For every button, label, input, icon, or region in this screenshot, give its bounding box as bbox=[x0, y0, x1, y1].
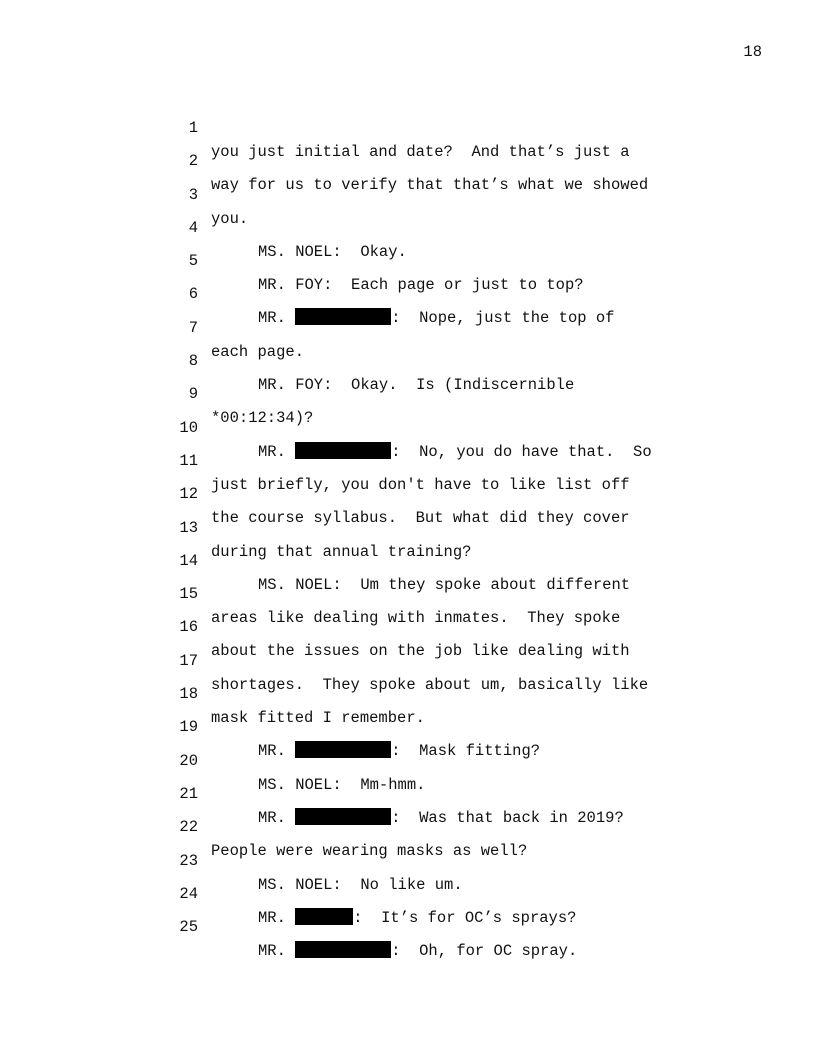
line-number: 18 bbox=[179, 685, 198, 704]
line-number: 5 bbox=[188, 252, 198, 271]
speech-text: : Oh, for OC spray. bbox=[391, 942, 578, 961]
line-text: way for us to verify that that’s what we showed bbox=[211, 176, 649, 195]
line-text: MR. FOY: Each page or just to top? bbox=[258, 276, 584, 295]
speaker-prefix: MR. bbox=[258, 742, 296, 761]
line-text: you just initial and date? And that’s just a bbox=[211, 143, 630, 161]
line-text: the course syllabus. But what did they cover bbox=[211, 509, 630, 528]
line-text: just briefly, you don't have to like list off bbox=[211, 475, 630, 494]
line-text: about the issues on the job like dealing with bbox=[211, 642, 630, 661]
line-number: 6 bbox=[188, 285, 198, 304]
line-text: mask fitted I remember. bbox=[211, 709, 425, 728]
line-number: 14 bbox=[179, 551, 198, 570]
line-number: 8 bbox=[188, 352, 198, 371]
line-text: People were wearing masks as well? bbox=[211, 842, 528, 861]
speaker-prefix: MR. bbox=[258, 442, 296, 461]
speech-text: : It’s for OC’s sprays? bbox=[353, 908, 577, 927]
speaker-prefix: MR. bbox=[258, 908, 296, 927]
transcript-body bbox=[170, 92, 730, 961]
transcript-line bbox=[170, 292, 730, 361]
transcript-line bbox=[170, 159, 730, 228]
line-number: 15 bbox=[179, 585, 198, 604]
transcript-line bbox=[170, 92, 730, 161]
transcript-line bbox=[170, 525, 730, 594]
line-number: 19 bbox=[179, 718, 198, 737]
line-text: you. bbox=[211, 209, 249, 228]
line-number: 16 bbox=[179, 618, 198, 637]
line-number: 2 bbox=[188, 152, 198, 171]
line-number: 23 bbox=[179, 851, 198, 870]
speaker-prefix: MR. bbox=[258, 309, 296, 328]
speaker-prefix: MR. bbox=[258, 942, 296, 961]
line-number: 4 bbox=[188, 218, 198, 237]
line-number: 7 bbox=[188, 318, 198, 337]
line-number: 24 bbox=[179, 884, 198, 903]
line-number: 21 bbox=[179, 784, 198, 803]
line-text: MS. NOEL: No like um. bbox=[258, 875, 463, 894]
line-number: 1 bbox=[188, 119, 198, 137]
line-text: areas like dealing with inmates. They spoke bbox=[211, 609, 621, 628]
line-number: 9 bbox=[188, 385, 198, 404]
line-text: MS. NOEL: Mm-hmm. bbox=[258, 775, 426, 794]
line-number: 13 bbox=[179, 518, 198, 537]
speech-text: : Mask fitting? bbox=[391, 742, 541, 761]
line-number: 11 bbox=[179, 451, 198, 470]
transcript-line bbox=[170, 192, 730, 261]
page-number: 18 bbox=[743, 43, 762, 61]
speech-text: : Was that back in 2019? bbox=[391, 808, 624, 827]
line-text: shortages. They spoke about um, basically like bbox=[211, 675, 649, 694]
transcript-line bbox=[170, 891, 730, 961]
transcript-line bbox=[170, 125, 730, 195]
line-number: 22 bbox=[179, 818, 198, 837]
line-number: 25 bbox=[179, 918, 198, 937]
speech-text: : No, you do have that. So bbox=[391, 442, 652, 461]
line-number: 17 bbox=[179, 651, 198, 670]
transcript-line bbox=[170, 858, 730, 927]
line-text bbox=[211, 939, 577, 963]
speaker-prefix: MR. bbox=[258, 808, 296, 827]
speech-text: : Nope, just the top of bbox=[391, 309, 615, 328]
line-text: each page. bbox=[211, 342, 305, 361]
line-text: MR. FOY: Okay. Is (Indiscernible bbox=[258, 376, 575, 395]
transcript-line bbox=[170, 325, 730, 395]
line-number: 20 bbox=[179, 751, 198, 770]
transcript-line bbox=[170, 758, 730, 827]
line-text: *00:12:34)? bbox=[211, 409, 314, 428]
line-number: 10 bbox=[179, 418, 198, 437]
transcript-line bbox=[170, 258, 730, 328]
redaction-box bbox=[295, 941, 391, 958]
line-text: during that annual training? bbox=[211, 542, 472, 561]
line-text: MS. NOEL: Okay. bbox=[258, 242, 407, 261]
transcript-line bbox=[170, 425, 730, 494]
transcript-line bbox=[170, 225, 730, 295]
line-number: 3 bbox=[188, 185, 198, 204]
line-number: 12 bbox=[179, 485, 198, 504]
line-text: MS. NOEL: Um they spoke about different bbox=[258, 575, 631, 594]
transcript-line bbox=[170, 625, 730, 694]
